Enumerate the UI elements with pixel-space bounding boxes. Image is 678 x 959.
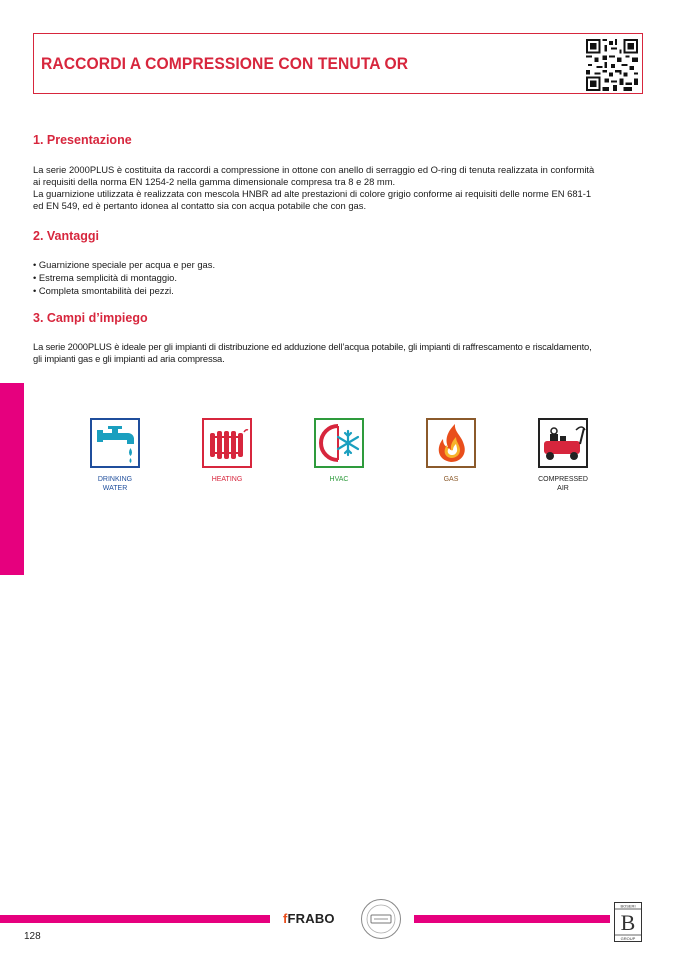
compressor-icon	[540, 420, 586, 466]
label-line: HEATING	[211, 476, 243, 483]
faucet-icon	[92, 420, 138, 466]
label-line: WATER	[102, 485, 128, 492]
section-title-presentazione: 1. Presentazione	[33, 133, 132, 147]
list-item: • Completa smontabilità dei pezzi.	[33, 284, 215, 297]
flame-icon	[428, 420, 474, 466]
frabo-wordmark: FRABO	[287, 911, 335, 926]
label-hvac	[299, 475, 379, 484]
heating-icon-box	[200, 418, 254, 468]
campi-impiego-text	[33, 341, 645, 365]
presentazione-text	[33, 164, 645, 212]
compressed-air-icon-box	[536, 418, 590, 468]
label-drinking-water	[75, 475, 155, 493]
label-gas	[411, 475, 491, 484]
section-title-vantaggi: 2. Vantaggi	[33, 229, 99, 243]
hvac-icon	[316, 420, 362, 466]
label-heating	[187, 475, 267, 484]
page-title: RACCORDI A COMPRESSIONE CON TENUTA OR	[41, 54, 409, 73]
label-line: AIR	[557, 485, 569, 492]
label-compressed-air	[523, 475, 603, 493]
hvac-icon-box	[312, 418, 366, 468]
footer-line-right	[414, 915, 610, 923]
text-line: La serie 2000PLUS è ideale per gli impianti di distribuzione ed adduzione dell’acqua potabile, gli impianti di raffrescamento e riscaldamento,	[33, 341, 592, 352]
side-accent-bar	[0, 383, 24, 575]
gas-icon-box	[424, 418, 478, 468]
bgroup-logo	[614, 902, 642, 942]
section-title-campi-impiego: 3. Campi d’impiego	[33, 311, 148, 325]
header-box	[33, 33, 643, 94]
qr-code-icon[interactable]	[586, 39, 638, 91]
label-line: HVAC	[329, 476, 349, 483]
label-line: COMPRESSED	[538, 476, 588, 483]
label-line: DRINKING	[97, 476, 133, 483]
text-line: ai requisiti della norma EN 1254-2 nella gamma dimensionale compresa tra 8 e 28 mm.	[33, 176, 396, 187]
label-line: GAS	[443, 476, 459, 483]
frabo-logo	[283, 911, 335, 926]
text-line: gli impianti gas e gli impianti ad aria compressa.	[33, 353, 225, 364]
text-line: ed EN 549, ed è pertanto idonea al contatto sia con acqua potabile che con gas.	[33, 200, 367, 211]
radiator-icon	[204, 420, 250, 466]
footer-line-left	[0, 915, 270, 923]
page-number: 128	[24, 931, 41, 942]
list-item: • Estrema semplicità di montaggio.	[33, 271, 215, 284]
text-line: La guarnizione utilizzata è realizzata con mescola HNBR ad alte prestazioni di colore grigio conforme ai requisiti delle norme EN 681-1	[33, 188, 592, 199]
drinking-water-icon-box	[88, 418, 142, 468]
vantaggi-list	[33, 258, 215, 297]
bgroup-top-text: BOSERI	[620, 903, 636, 909]
list-item: • Guarnizione speciale per acqua e per gas.	[33, 258, 215, 271]
text-line: La serie 2000PLUS è costituita da raccordi a compressione in ottone con anello di serraggio ed O-ring di tenuta realizzata in conformità	[33, 164, 595, 175]
bgroup-letter: B	[620, 910, 636, 935]
bgroup-bottom-text: GROUP	[620, 936, 636, 941]
certification-seal-icon	[360, 898, 402, 940]
frabo-mark-icon: f	[283, 911, 288, 926]
